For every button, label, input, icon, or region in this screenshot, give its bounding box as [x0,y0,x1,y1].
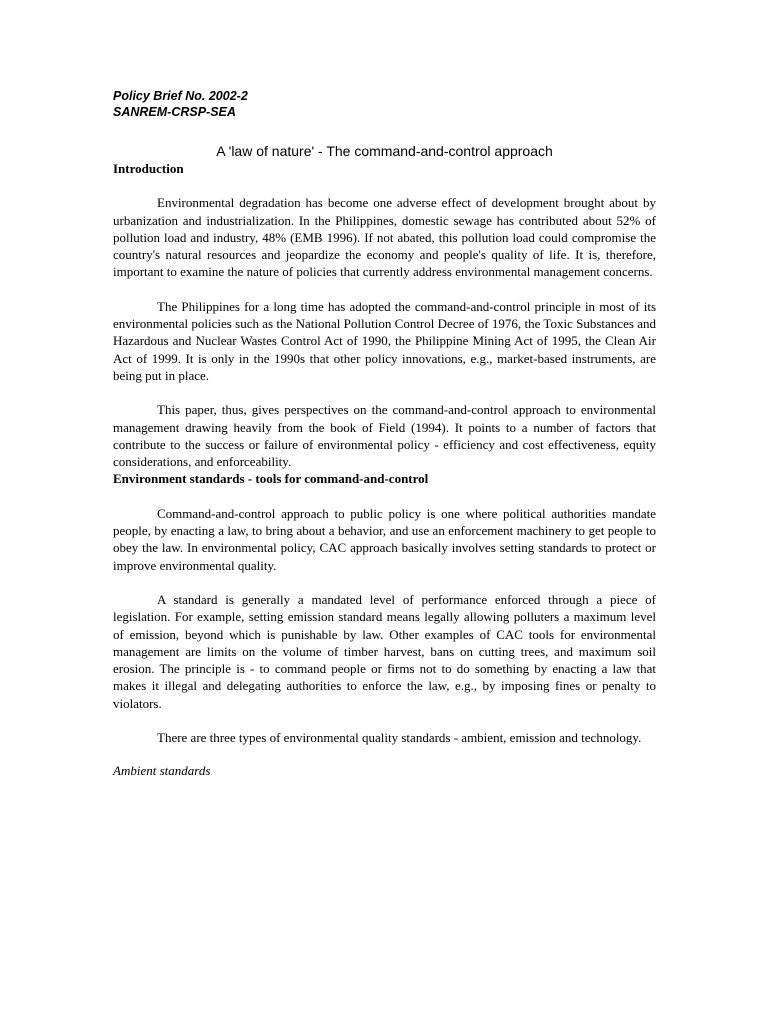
paragraph: There are three types of environmental quality standards - ambient, emission and technology. [157,730,642,746]
policy-brief-number: Policy Brief No. 2002-2 [113,89,248,103]
organization-name: SANREM-CRSP-SEA [113,105,236,119]
paragraph: The Philippines for a long time has adopted the command-and-control principle in most of its environmental policies such as the National Pollution Control Decree of 1976, the Toxic Substances and Hazardous and Nuclear Wastes Control Act of 1990, the Philippine Mining Act of 1995, the Clean Air Act of 1999. It is only in the 1990s that other policy innovations, e.g., market-based instruments, are being put in place. [113,298,656,383]
paragraph: This paper, thus, gives perspectives on the command-and-control approach to environmental management drawing heavily from the book of Field (1994). It points to a number of factors that contribute to the success or failure of environmental policy - efficiency and cost effectiveness, equity considerations, and enforceability. [113,402,656,470]
paragraph: A standard is generally a mandated level of performance enforced through a piece of legislation. For example, setting emission standard means legally allowing polluters a maximum level of emission, beyond which is punishable by law. Other examples of CAC tools for environmental management are limits on the volume of timber harvest, bans on cutting trees, and maximum soil erosion. The principle is - to command people or firms not to do something by enacting a law that makes it illegal and delegating authorities to enforce the law, e.g., by imposing fines or penalty to violators. [113,591,656,711]
section-heading-environment-standards: Environment standards - tools for command-and-control [113,471,429,487]
document-title: A 'law of nature' - The command-and-control approach [216,143,553,159]
paragraph: Command-and-control approach to public policy is one where political authorities mandate people, by enacting a law, to bring about a behavior, and use an enforcement machinery to get people to obey the law. In environmental policy, CAC approach basically involves setting standards to protect or improve environmental quality. [113,505,656,573]
section-heading-introduction: Introduction [113,161,184,176]
paragraph: Environmental degradation has become one adverse effect of development brought about by urbanization and industrialization. In the Philippines, domestic sewage has contributed about 52% of pollution load and industry, 48% (EMB 1996). If not abated, this pollution load could compromise the country's natural resources and jeopardize the economy and people's quality of life. It is, therefore, important to examine the nature of policies that currently address environmental management concerns. [113,195,656,280]
document-page [113,88,656,780]
subheading-ambient-standards: Ambient standards [113,763,211,779]
